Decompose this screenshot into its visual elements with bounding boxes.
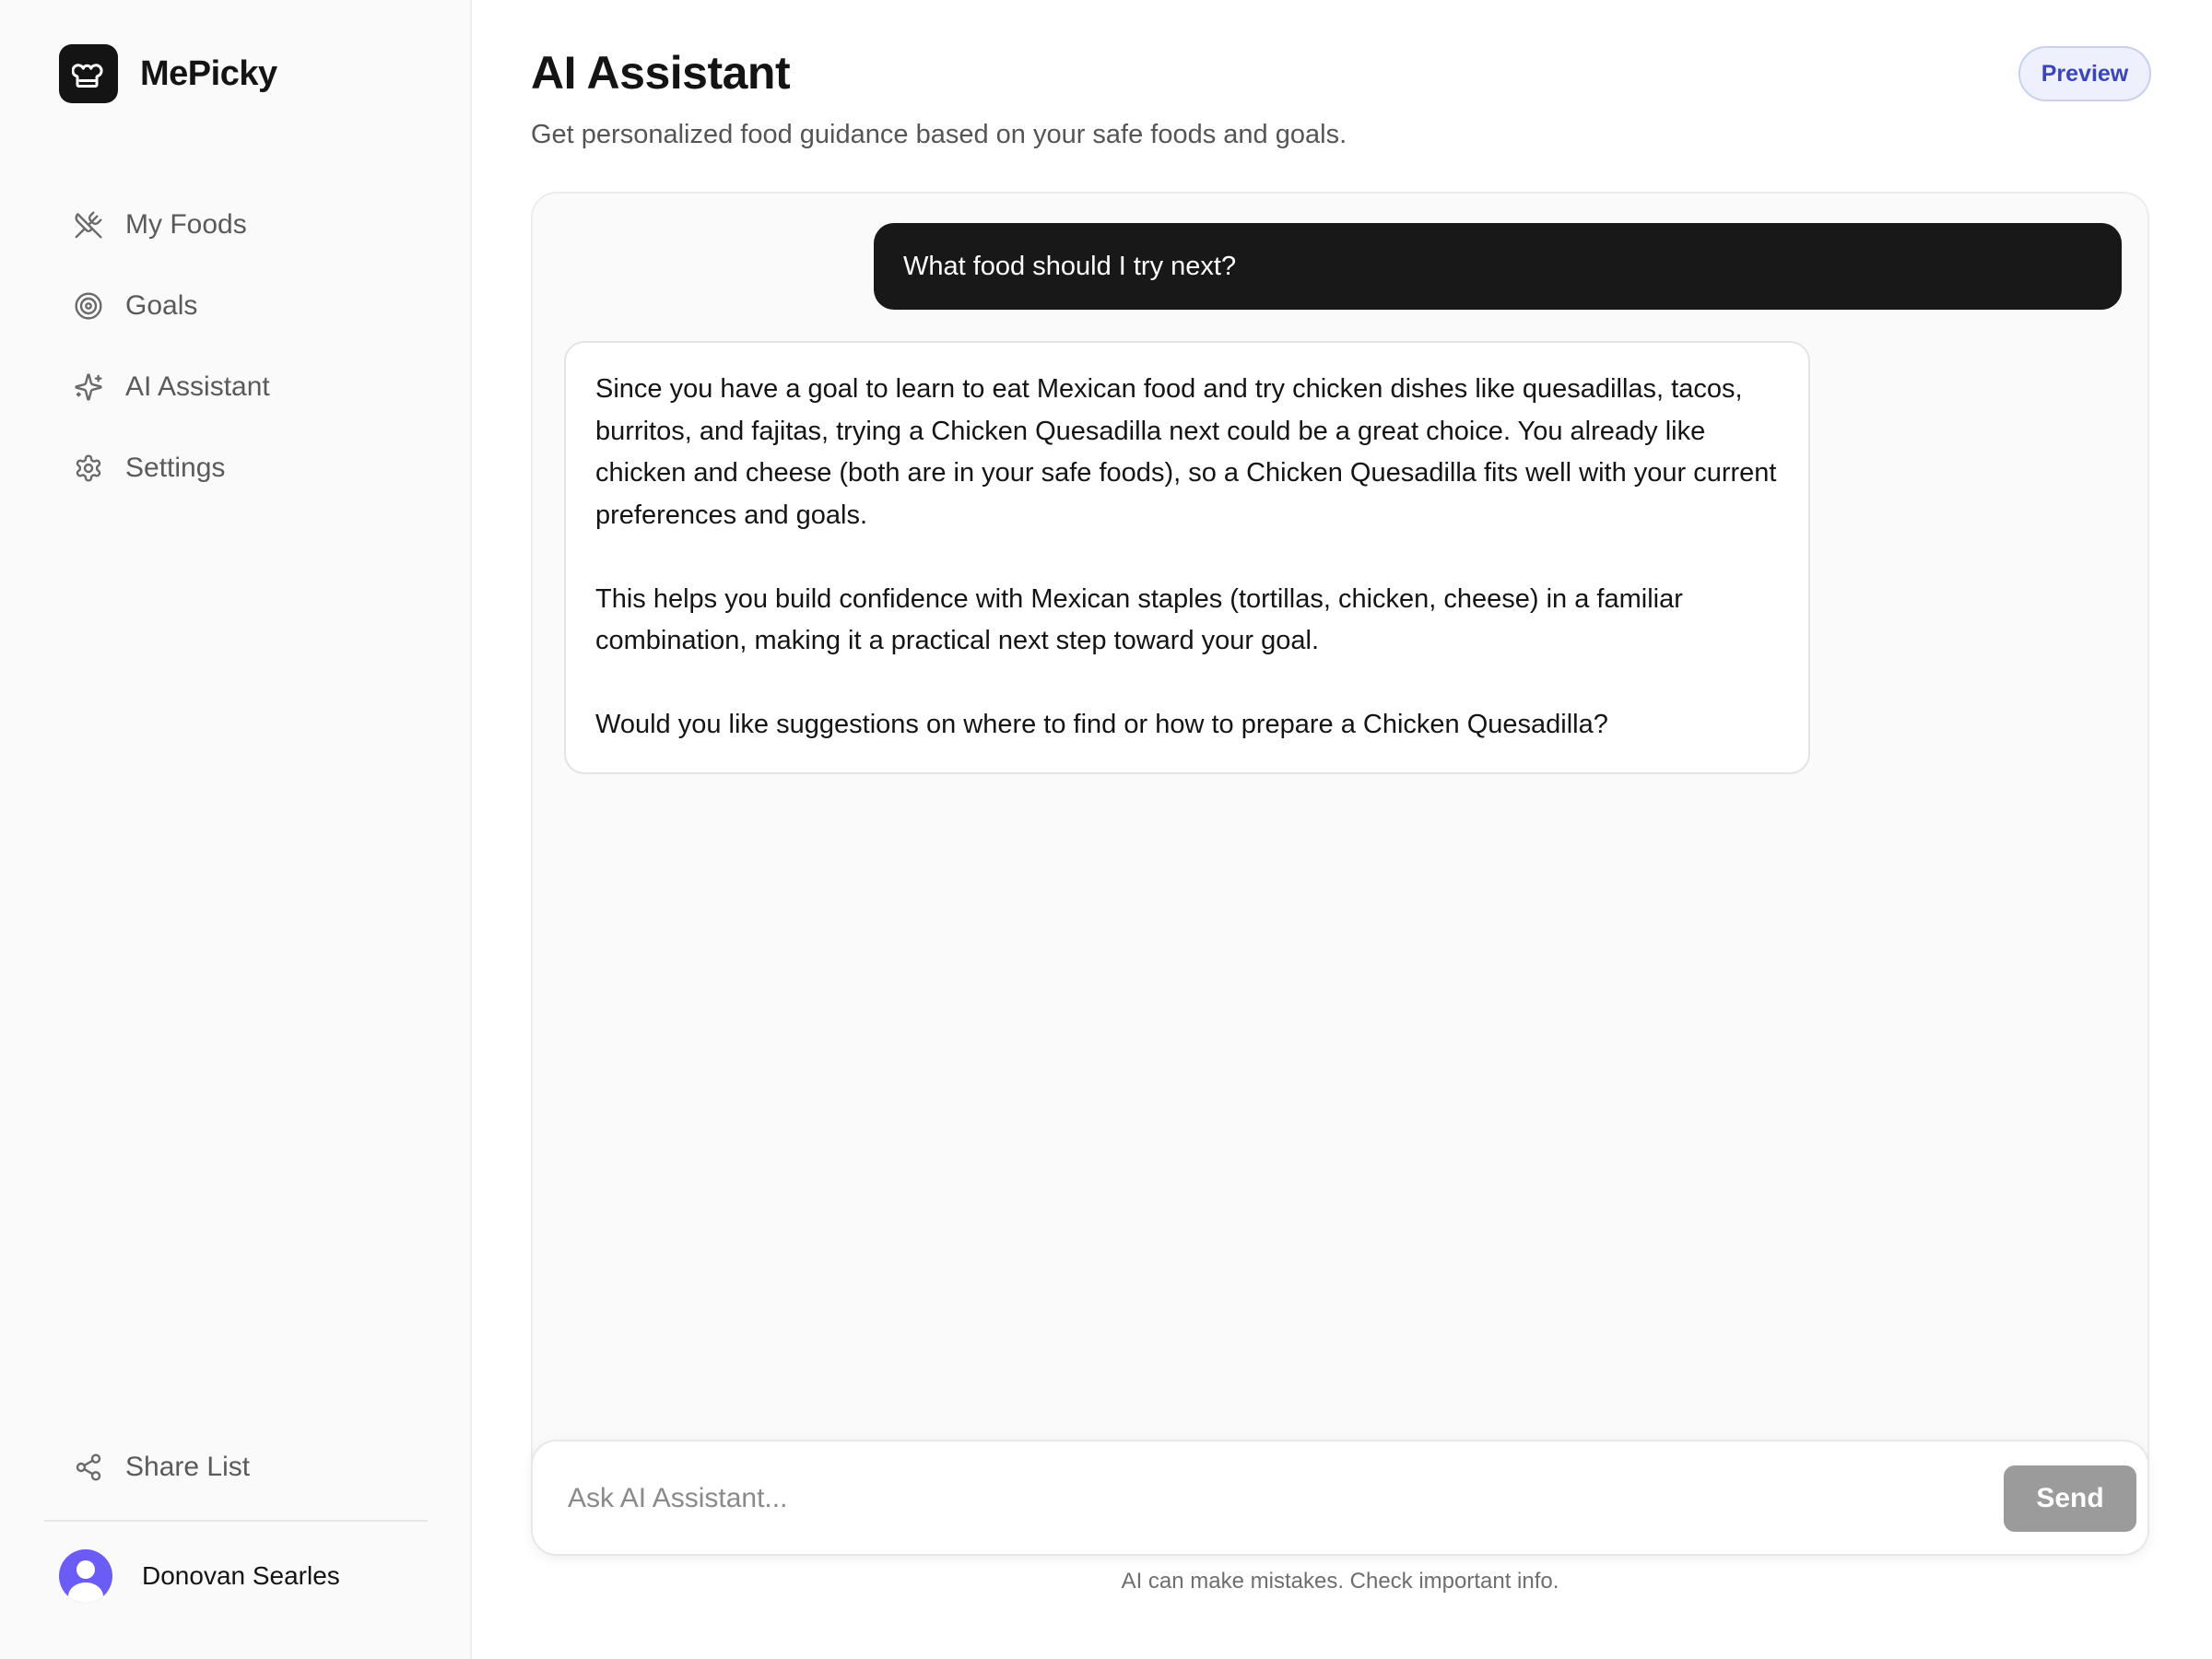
sidebar xyxy=(0,0,472,1659)
avatar xyxy=(59,1549,112,1603)
sidebar-nav xyxy=(44,184,428,509)
assistant-message-paragraph: Since you have a goal to learn to eat Mexican food and try chicken dishes like quesadillas, tacos, burritos, and fajitas, trying a Chicken Quesadilla next could be a great choice. You already like chicken and cheese (both are in your safe foods), so a Chicken Quesadilla fits well with your current preferences and goals. xyxy=(595,374,1777,530)
sidebar-item-goals[interactable] xyxy=(44,265,428,347)
sidebar-item-label: Settings xyxy=(125,453,226,483)
brand-name: MePicky xyxy=(140,53,277,93)
gear-icon xyxy=(74,453,103,483)
page-title: AI Assistant xyxy=(531,47,791,99)
assistant-message-paragraph: Would you like suggestions on where to find or how to prepare a Chicken Quesadilla? xyxy=(595,710,1608,739)
page-subtitle: Get personalized food guidance based on your safe foods and goals. xyxy=(531,120,1347,149)
sidebar-item-settings[interactable] xyxy=(44,428,428,509)
target-icon xyxy=(74,291,103,321)
sidebar-item-my-foods[interactable] xyxy=(44,184,428,265)
sidebar-item-label: Goals xyxy=(125,290,198,321)
sidebar-item-label: My Foods xyxy=(125,209,247,240)
user-message xyxy=(874,223,2122,310)
share-list-label: Share List xyxy=(125,1452,251,1482)
assistant-message-paragraph: This helps you build confidence with Mexican staples (tortillas, chicken, cheese) in a familiar combination, making it a practical next step toward your goal. xyxy=(595,583,1683,655)
user-profile[interactable] xyxy=(59,1548,340,1604)
share-icon xyxy=(74,1453,103,1482)
send-button[interactable]: Send xyxy=(2004,1465,2136,1532)
utensils-crossed-icon xyxy=(74,210,103,240)
assistant-message xyxy=(564,341,1810,774)
chat-input[interactable] xyxy=(568,1469,1950,1528)
chef-hat-icon xyxy=(59,44,118,103)
ai-disclaimer: AI can make mistakes. Check important info. xyxy=(1121,1569,1559,1594)
chat-composer xyxy=(531,1440,2149,1556)
sidebar-item-label: AI Assistant xyxy=(125,371,270,402)
user-name: Donovan Searles xyxy=(142,1561,340,1590)
sidebar-divider xyxy=(44,1520,428,1522)
share-list-section xyxy=(44,1427,428,1508)
brand[interactable] xyxy=(59,44,277,103)
sidebar-item-ai-assistant[interactable] xyxy=(44,347,428,428)
sparkles-icon xyxy=(74,372,103,402)
chat-panel xyxy=(531,192,2149,1556)
share-list-button[interactable] xyxy=(44,1427,428,1508)
user-message-text: What food should I try next? xyxy=(903,251,1237,281)
preview-badge: Preview xyxy=(2018,46,2151,101)
